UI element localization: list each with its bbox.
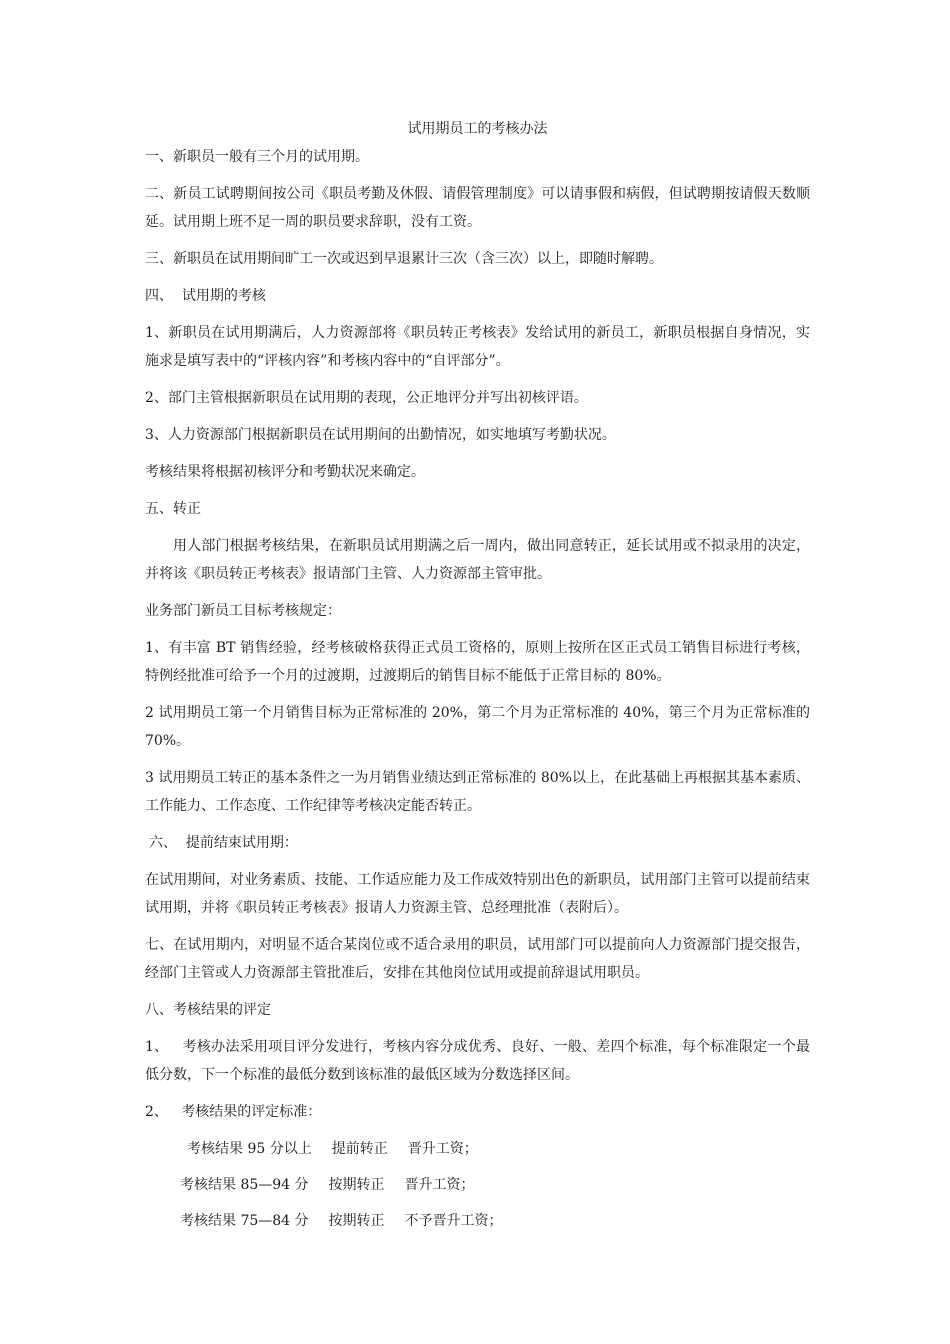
paragraph-1: 一、新职员一般有三个月的试用期。 <box>145 149 369 165</box>
document-body <box>145 115 810 1243</box>
section-4-heading: 四、 试用期的考核 <box>145 288 266 304</box>
sales-rule-1: 1、有丰富 BT 销售经验，经考核破格获得正式员工资格的，原则上按所在区正式员工销售目标进行考核，特例经批准可给予一个月的过渡期，过渡期后的销售目标不能低于正常目标的 80%。 <box>145 640 810 684</box>
result-range: 考核结果 85—94 分 <box>180 1177 309 1193</box>
result-status: 提前转正 <box>331 1141 388 1157</box>
sales-rules-heading: 业务部门新员工目标考核规定： <box>145 603 341 619</box>
paragraph-3: 三、新职员在试用期间旷工一次或迟到早退累计三次（含三次）以上，即随时解聘。 <box>145 251 663 267</box>
result-status: 按期转正 <box>328 1213 385 1229</box>
section-7-paragraph: 七、在试用期内，对明显不适合某岗位或不适合录用的职员，试用部门可以提前向人力资源部门提交报告，经部门主管或人力资源部主管批准后，安排在其他岗位试用或提前辞退试用职员。 <box>145 937 810 981</box>
sales-rule-2: 2 试用期员工第一个月销售目标为正常标准的 20%，第二个月为正常标准的 40%，第三个月为正常标准的 70%。 <box>145 705 810 749</box>
result-row-1 <box>145 1135 810 1163</box>
result-salary: 不予晋升工资； <box>404 1213 503 1229</box>
section-8-heading: 八、考核结果的评定 <box>145 1002 271 1018</box>
paragraph-6-1: 在试用期间，对业务素质、技能、工作适应能力及工作成效特别出色的新职员，试用部门主管可以提前结束试用期，并将《职员转正考核表》报请人力资源主管、总经理批准（表附后）。 <box>145 872 810 916</box>
result-status: 按期转正 <box>328 1177 385 1193</box>
paragraph-4-3: 3、人力资源部门根据新职员在试用期间的出勤情况，如实地填写考勤状况。 <box>145 427 616 443</box>
result-salary: 晋升工资； <box>404 1177 475 1193</box>
result-range: 考核结果 75—84 分 <box>180 1213 309 1229</box>
result-salary: 晋升工资； <box>407 1141 478 1157</box>
paragraph-4-summary: 考核结果将根据初核评分和考勤状况来确定。 <box>145 464 425 480</box>
paragraph-4-2: 2、部门主管根据新职员在试用期的表现，公正地评分并写出初核评语。 <box>145 390 588 406</box>
result-row-3 <box>145 1207 810 1235</box>
paragraph-4-1: 1、新职员在试用期满后，人力资源部将《职员转正考核表》发给试用的新员工，新职员根据自身情况，实施求是填写表中的“评核内容”和考核内容中的“自评部分”。 <box>145 325 810 369</box>
paragraph-8-2: 2、 考核结果的评定标准： <box>145 1104 322 1120</box>
result-range: 考核结果 95 分以上 <box>187 1141 312 1157</box>
paragraph-5-1: 用人部门根据考核结果，在新职员试用期满之后一周内，做出同意转正，延长试用或不拟录用的决定，并将该《职员转正考核表》报请部门主管、人力资源部主管审批。 <box>145 538 810 582</box>
sales-rule-3: 3 试用期员工转正的基本条件之一为月销售业绩达到正常标准的 80%以上，在此基础上再根据其基本素质、工作能力、工作态度、工作纪律等考核决定能否转正。 <box>145 770 810 814</box>
document-title: 试用期员工的考核办法 <box>407 121 548 137</box>
paragraph-2: 二、新员工试聘期间按公司《职员考勤及休假、请假管理制度》可以请事假和病假，但试聘期按请假天数顺延。试用期上班不足一周的职员要求辞职，没有工资。 <box>145 186 810 230</box>
section-5-heading: 五、转正 <box>145 501 201 517</box>
result-row-2 <box>145 1171 810 1199</box>
section-6-heading: 六、 提前结束试用期： <box>149 835 298 851</box>
paragraph-8-1: 1、 考核办法采用项目评分发进行，考核内容分成优秀、良好、一般、差四个标准，每个标准限定一个最低分数，下一个标准的最低分数到该标准的最低区域为分数选择区间。 <box>145 1039 810 1083</box>
